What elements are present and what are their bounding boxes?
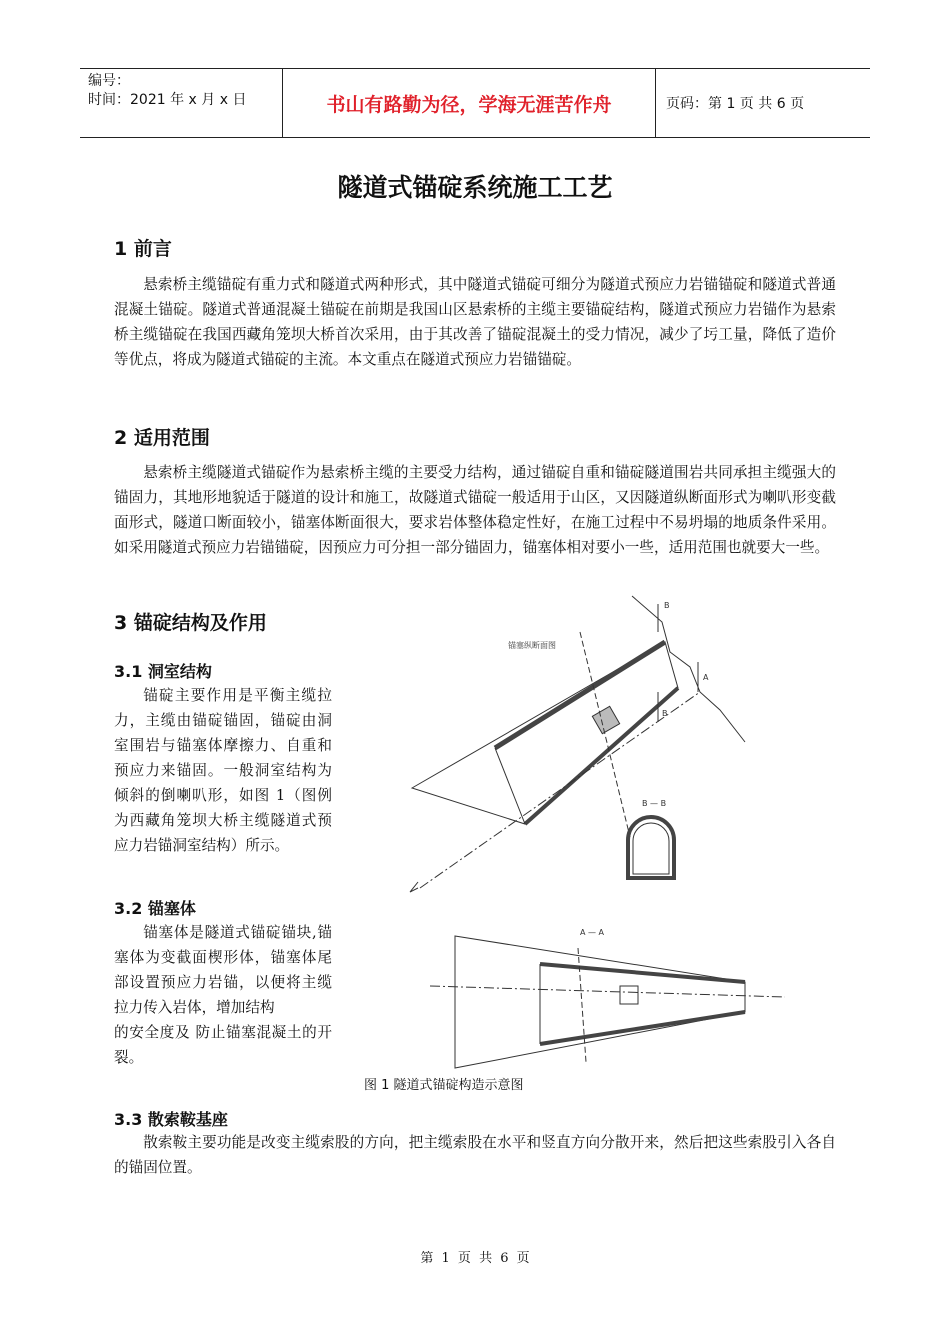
label-a: A (703, 673, 709, 682)
tunnel-lining (495, 642, 665, 748)
section-3-2-text-a: 锚塞体是隧道式锚碇锚块,锚塞体为变截面楔形体，锚塞体尾部设置预应力岩锚，以便将主缆拉力传入岩体，增加结构 (114, 924, 332, 1016)
figure-caption: 图 1 隧道式锚碇构造示意图 (364, 1078, 524, 1093)
splay-saddle (592, 706, 619, 733)
document-title: 隧道式锚碇系统施工工艺 (337, 173, 613, 202)
aa-centerline (430, 986, 785, 997)
document-number-label: 编号： (88, 73, 130, 89)
footer-word-di: 第 (420, 1251, 434, 1266)
page-footer (0, 1247, 950, 1266)
section-3-1-paragraph: 锚碇主要作用是平衡主缆拉力，主缆由锚碇锚固，锚碇由洞室围岩与锚塞体摩擦力、自重和预应力来锚固。一般洞室结构为倾斜的倒喇叭形，如图 1（图例为西藏角笼坝大桥主缆隧道式预应力岩锚洞室结构）所示。 (114, 687, 332, 854)
section-2-heading: 2 适用范围 (114, 427, 210, 449)
aa-section-outline (455, 936, 745, 1068)
footer-word-ye-2: 页 (516, 1251, 530, 1266)
section-3-1-heading: 3.1 洞室结构 (114, 662, 212, 681)
label-bb-section: B — B (642, 799, 667, 808)
bb-section-shape (628, 817, 674, 878)
footer-word-ye: 页 (457, 1251, 471, 1266)
section-3-3-paragraph: 散索鞍主要功能是改变主缆索股的方向，把主缆索股在水平和竖直方向分散开来，然后把这些索股引入各自的锚固位置。 (114, 1134, 836, 1176)
section-1-paragraph: 悬索桥主缆锚碇有重力式和隧道式两种形式，其中隧道式锚碇可细分为隧道式预应力岩锚锚碇和隧道式普通混凝土锚碇。隧道式普通混凝土锚碇在前期是我国山区悬索桥的主缆主要锚碇结构，隧道式预应力岩锚作为悬索桥主缆锚碇在我国西藏角笼坝大桥首次采用，由于其改善了锚碇混凝土的受力情况，减少了圬工量，降低了造价等优点，将成为隧道式锚碇的主流。本文重点在隧道式预应力岩锚锚碇。 (114, 276, 836, 368)
footer-word-gong: 共 (479, 1251, 493, 1266)
label-long-section: 锚塞纵断面图 (508, 641, 556, 650)
label-b-bottom: B (662, 709, 668, 718)
section-1-heading: 1 前言 (114, 238, 172, 260)
anchorage-diagram (400, 592, 790, 1102)
label-b-top: B (664, 601, 670, 610)
section-3-2-text-b: 的安全度及 防止锚塞混凝土的开裂。 (114, 1024, 332, 1066)
document-header (80, 68, 870, 138)
label-aa-section: A — A (580, 928, 605, 937)
anchor-plug-face (495, 748, 525, 824)
section-3-2-heading: 3.2 锚塞体 (114, 899, 196, 918)
section-2-paragraph: 悬索桥主缆隧道式锚碇作为悬索桥主缆的主要受力结构，通过锚碇自重和锚碇隧道围岩共同承担主缆强大的锚固力，其地形地貌适于隧道的设计和施工，故隧道式锚碇一般适用于山区，又因隧道纵断面形式为喇叭形变截面形式，隧道口断面较小，锚塞体断面很大，要求岩体整体稳定性好，在施工过程中不易坍塌的地质条件采用。如采用隧道式预应力岩锚锚碇，因预应力可分担一部分锚固力，锚塞体相对要小一些，适用范围也就要大一些。 (114, 464, 836, 556)
header-page-info: 页码：第 1 页 共 6 页 (666, 96, 805, 112)
document-date: 时间：2021 年 x 月 x 日 (88, 92, 247, 108)
header-motto: 书山有路勤为径，学海无涯苦作舟 (326, 93, 612, 116)
header-meta (80, 69, 282, 137)
ground-line (632, 596, 745, 742)
footer-page-number: 1 (441, 1251, 450, 1266)
header-motto-cell (282, 69, 656, 137)
section-3-2-paragraph (114, 920, 332, 1070)
section-3-heading: 3 锚碇结构及作用 (114, 612, 267, 634)
section-3-3-heading: 3.3 散索鞍基座 (114, 1110, 228, 1129)
tunnel-outline (412, 642, 678, 824)
footer-total-pages: 6 (500, 1251, 509, 1266)
